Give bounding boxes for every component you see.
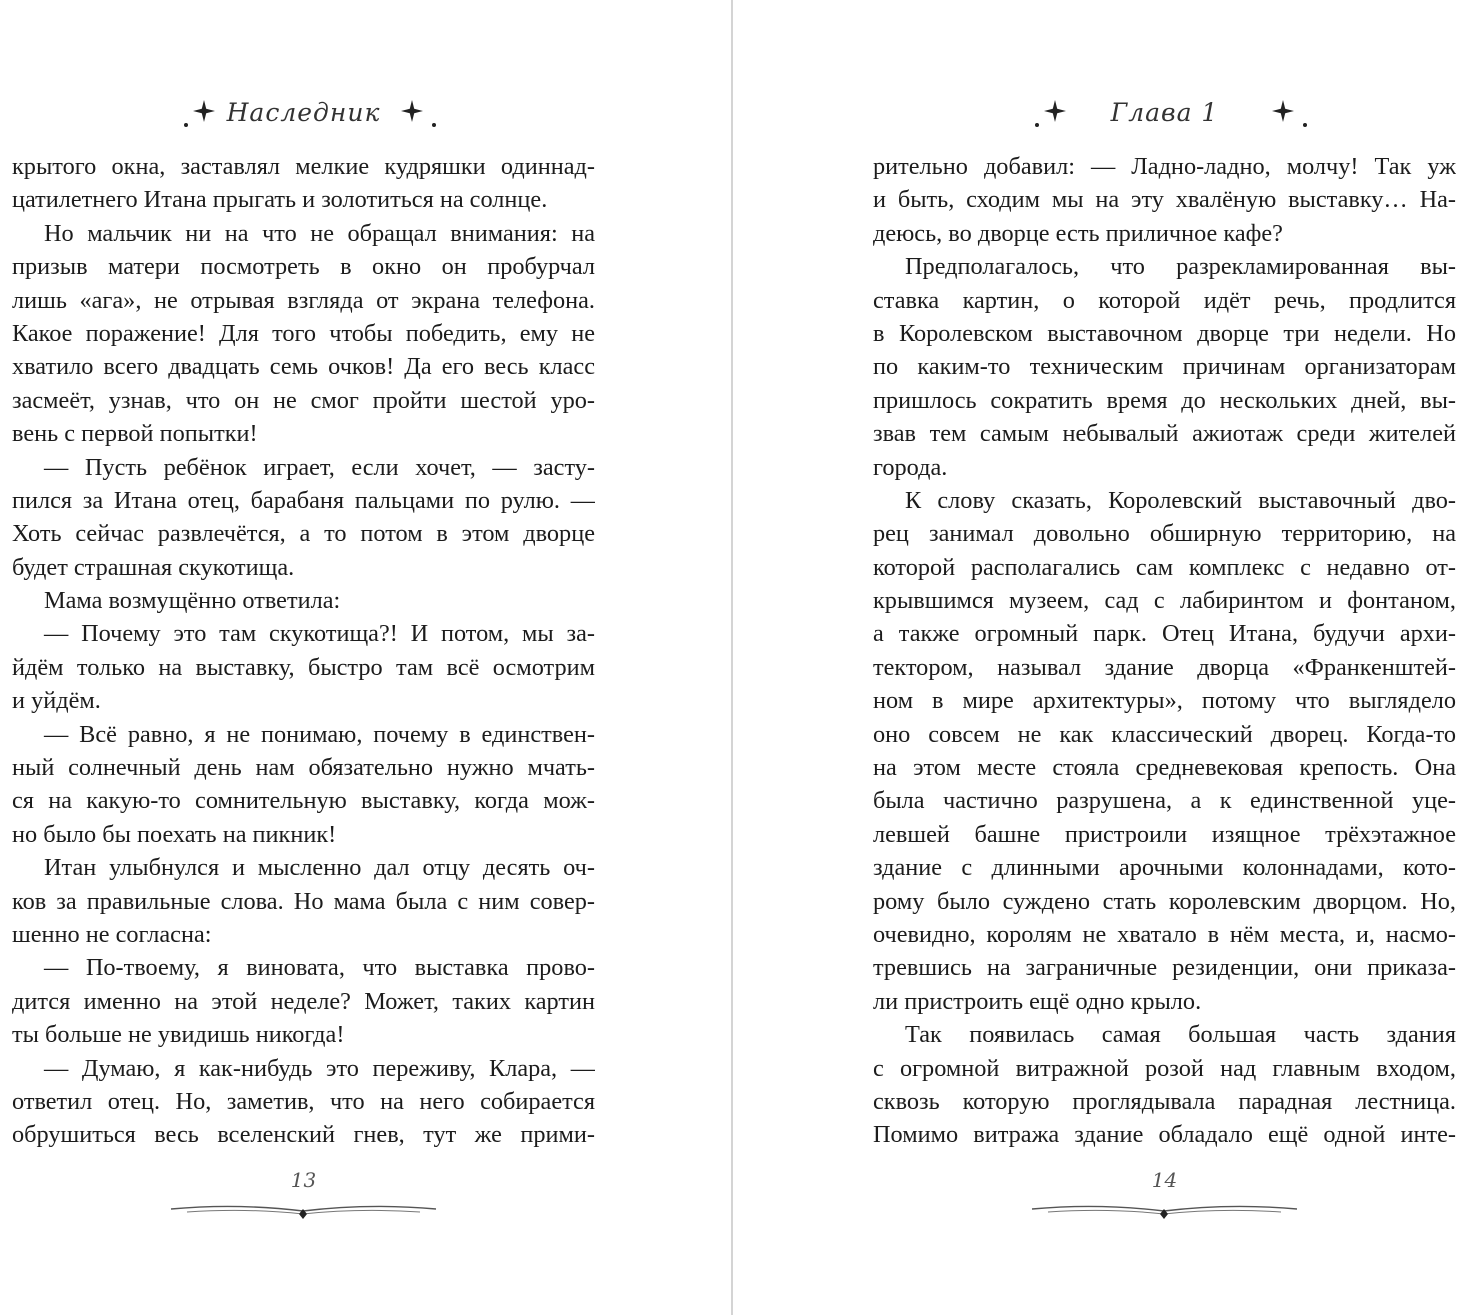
text-line: Какое поражение! Для того чтобы победить, ему не xyxy=(12,319,595,347)
text-line: здание с длинными арочными колоннадами, кото- xyxy=(873,854,1456,882)
text-line: — Всё равно, я не понимаю, почему в единствен- xyxy=(44,720,595,748)
text-line: лишь «ага», не отрывая взгляда от экрана телефона. xyxy=(12,286,595,314)
text-line: ков за правильные слова. Но мама была с ним совер- xyxy=(12,887,595,915)
text-line: — Почему это там скукотища?! И потом, мы за- xyxy=(44,620,595,648)
text-line: хватило всего двадцать семь очков! Да его весь класс xyxy=(12,353,595,381)
text-line: будет страшная скукотища. xyxy=(12,553,295,581)
text-line: шенно не согласна: xyxy=(12,920,212,948)
sparkle-ornament-icon xyxy=(1263,98,1323,132)
flourish-divider-icon xyxy=(1028,1198,1301,1224)
running-head-title: Наследник xyxy=(226,98,381,127)
text-line: вень с первой попытки! xyxy=(12,420,258,448)
text-line: но было бы поехать на пикник! xyxy=(12,820,337,848)
text-line: цатилетнего Итана прыгать и золотиться на солнце. xyxy=(12,186,548,214)
page-number: 13 xyxy=(290,1168,317,1192)
body-text xyxy=(12,150,595,1152)
text-line: с огромной витражной розой над главным входом, xyxy=(873,1054,1456,1082)
left-page xyxy=(12,0,595,1315)
text-line: — По-твоему, я виновата, что выставка прово- xyxy=(44,954,595,982)
text-line: тектором, называл здание дворца «Франкенштей- xyxy=(873,653,1456,681)
text-line: ответил отец. Но, заметив, что на него собирается xyxy=(12,1087,595,1115)
text-line: пился за Итана отец, барабаня пальцами по рулю. — xyxy=(12,486,595,514)
text-line: дится именно на этой неделе? Может, таких картин xyxy=(12,987,595,1015)
text-line: К слову сказать, Королевский выставочный дво- xyxy=(905,486,1456,514)
text-line: засмеёт, узнав, что он не смог пройти шестой уро- xyxy=(12,386,595,414)
text-line: Но мальчик ни на что не обращал внимания: на xyxy=(44,219,595,247)
text-line: Так появилась самая большая часть здания xyxy=(905,1021,1456,1049)
text-line: ты больше не увидишь никогда! xyxy=(12,1021,345,1049)
text-line: оно совсем не как классический дворец. Когда-то xyxy=(873,720,1456,748)
body-text xyxy=(873,150,1456,1152)
text-line: — Пусть ребёнок играет, если хочет, — засту- xyxy=(44,453,595,481)
sparkle-ornament-icon xyxy=(392,98,452,132)
text-line: по каким-то техническим причинам организаторам xyxy=(873,353,1456,381)
text-line: сквозь которую проглядывала парадная лестница. xyxy=(873,1087,1456,1115)
page-gutter xyxy=(731,0,733,1315)
text-line: звав тем самым небывалый ажиотаж среди жителей xyxy=(873,420,1456,448)
running-head xyxy=(873,92,1456,136)
text-line: ставка картин, о которой идёт речь, продлится xyxy=(873,286,1456,314)
text-line: тревшись на заграничные резиденции, они приказа- xyxy=(873,954,1456,982)
text-line: Хоть сейчас развлечётся, а то потом в этом дворце xyxy=(12,520,595,548)
page-number: 14 xyxy=(1151,1168,1178,1192)
text-line: ный солнечный день нам обязательно нужно мчать- xyxy=(12,754,595,782)
text-line: призыв матери посмотреть в окно он пробурчал xyxy=(12,253,595,281)
text-line: которой располагались сам комплекс с недавно от- xyxy=(873,553,1456,581)
text-line: города. xyxy=(873,453,948,481)
text-line: и уйдём. xyxy=(12,687,101,715)
text-line: а также огромный парк. Отец Итана, будучи архи- xyxy=(873,620,1456,648)
text-line: ся на какую-то сомнительную выставку, когда мож- xyxy=(12,787,595,815)
text-line: левшей башне пристроили изящное трёхэтажное xyxy=(873,820,1456,848)
text-line: крытого окна, заставлял мелкие кудряшки одиннад- xyxy=(12,153,595,180)
text-line: крывшимся музеем, сад с лабиринтом и фонтаном, xyxy=(873,587,1456,615)
text-line: йдём только на выставку, быстро там всё осмотрим xyxy=(12,653,595,681)
text-line: очевидно, королям не хватало в нём места, и, насмо- xyxy=(873,920,1456,948)
text-line: Предполагалось, что разрекламированная вы- xyxy=(905,253,1456,281)
text-line: Мама возмущённо ответила: xyxy=(44,587,341,615)
text-line: рому было суждено стать королевским дворцом. Но, xyxy=(873,887,1456,915)
running-head xyxy=(12,92,595,136)
text-line: обрушиться весь вселенский гнев, тут же прими- xyxy=(12,1121,595,1149)
text-line: на этом месте стояла средневековая крепость. Она xyxy=(873,754,1456,782)
running-head-title: Глава 1 xyxy=(1110,98,1219,127)
text-line: и быть, сходим мы на эту хвалёную выставку… На- xyxy=(873,186,1456,214)
text-line: ли пристроить ещё одно крыло. xyxy=(873,987,1202,1015)
text-line: ном в мире архитектуры», потому что выглядело xyxy=(873,687,1456,715)
right-page xyxy=(873,0,1456,1315)
text-line: в Королевском выставочном дворце три недели. Но xyxy=(873,319,1456,347)
text-line: Итан улыбнулся и мысленно дал отцу десять оч- xyxy=(44,854,595,882)
text-line: Помимо витража здание обладало ещё одной инте- xyxy=(873,1121,1456,1149)
text-line: пришлось сократить время до нескольких дней, вы- xyxy=(873,386,1456,414)
flourish-divider-icon xyxy=(167,1198,440,1224)
text-line: была частично разрушена, а к единственной уце- xyxy=(873,787,1456,815)
text-line: — Думаю, я как-нибудь это переживу, Клара, — xyxy=(44,1054,595,1082)
text-line: рительно добавил: — Ладно-ладно, молчу! Так уж xyxy=(873,153,1456,180)
text-line: рец занимал довольно обширную территорию, на xyxy=(873,520,1456,548)
text-line: деюсь, во дворце есть приличное кафе? xyxy=(873,219,1283,247)
